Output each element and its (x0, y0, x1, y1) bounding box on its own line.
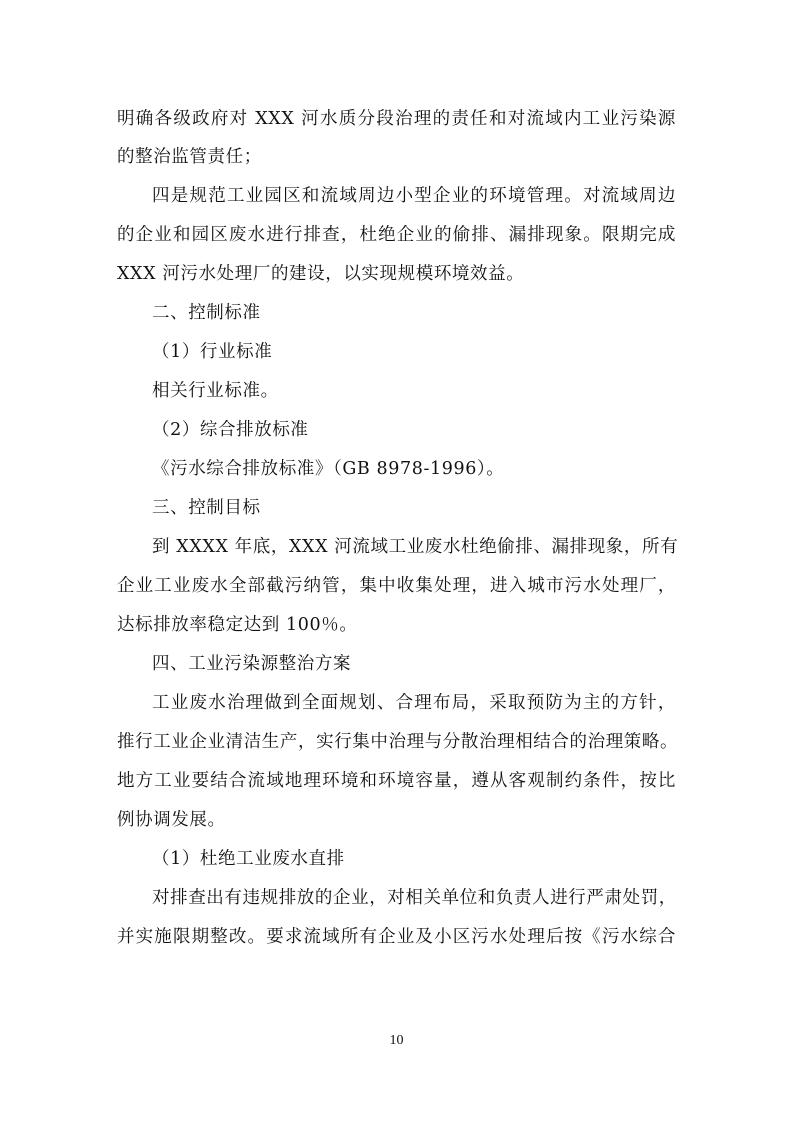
text-line: 的企业和园区废水进行排查，杜绝企业的偷排、漏排现象。限期完成 (117, 225, 676, 245)
text-line: 《污水综合排放标准》（GB 8978-1996）。 (152, 459, 505, 479)
text-line: 并实施限期整改。要求流域所有企业及小区污水处理后按《污水综合 (117, 927, 676, 947)
text-line: 地方工业要结合流域地理环境和环境容量，遵从客观制约条件，按比 (117, 771, 676, 791)
subsection-heading: （1）杜绝工业废水直排 (152, 849, 345, 869)
text-line: 达标排放率稳定达到 100％。 (117, 615, 358, 635)
text-line: XXX 河污水处理厂的建设，以实现规模环境效益。 (117, 264, 525, 284)
text-line: 明确各级政府对 XXX 河水质分段治理的责任和对流域内工业污染源 (117, 109, 676, 129)
section-heading: 三、控制目标 (152, 498, 261, 518)
section-heading: 四、工业污染源整治方案 (152, 654, 352, 674)
section-heading: 二、控制标准 (152, 303, 261, 323)
page-number: 10 (389, 1033, 404, 1048)
subsection-heading: （1）行业标准 (152, 342, 273, 362)
text-line: 对排查出有违规排放的企业，对相关单位和负责人进行严肃处罚， (152, 888, 677, 908)
text-line: 企业工业废水全部截污纳管，集中收集处理，进入城市污水处理厂， (117, 576, 676, 596)
text-line: 的整治监管责任； (117, 147, 262, 167)
text-line: 四是规范工业园区和流域周边小型企业的环境管理。对流域周边 (152, 186, 676, 206)
text-line: 到 XXXX 年底，XXX 河流域工业废水杜绝偷排、漏排现象，所有 (152, 537, 679, 557)
text-line: 工业废水治理做到全面规划、合理布局，采取预防为主的方针， (152, 693, 676, 713)
text-line: 例协调发展。 (117, 810, 226, 830)
text-line: 推行工业企业清洁生产，实行集中治理与分散治理相结合的治理策略。 (117, 732, 679, 752)
subsection-heading: （2）综合排放标准 (152, 420, 309, 440)
text-line: 相关行业标准。 (152, 381, 279, 401)
